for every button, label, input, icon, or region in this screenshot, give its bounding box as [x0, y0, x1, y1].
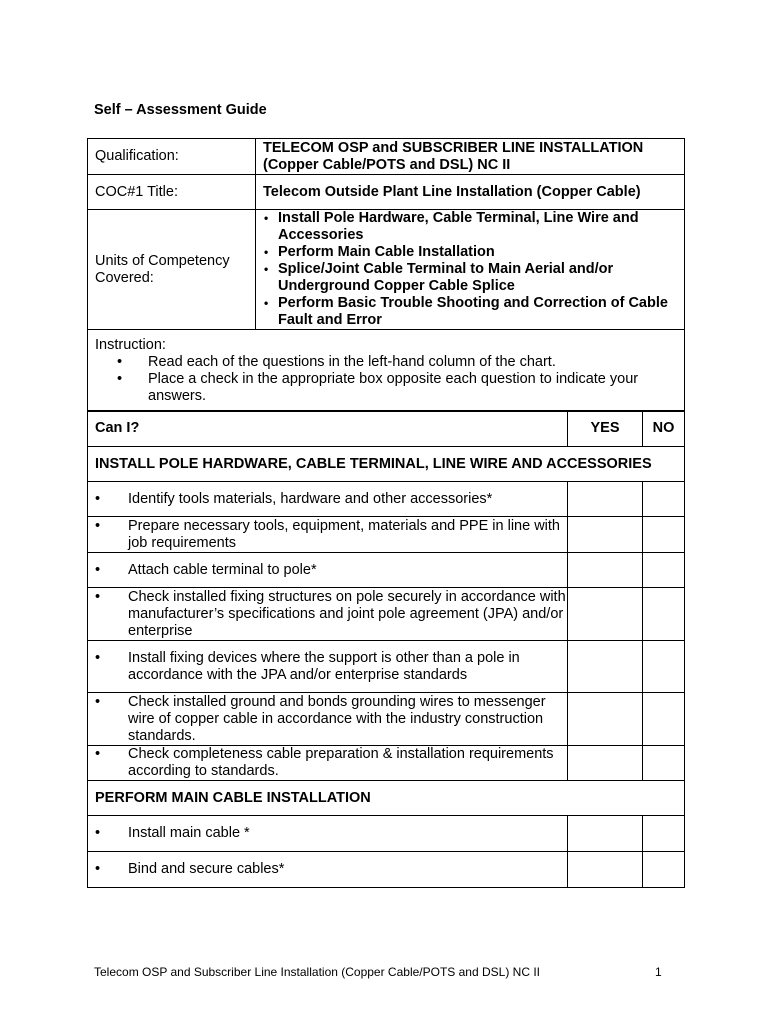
- question-cell: [88, 517, 568, 553]
- yes-checkbox-cell[interactable]: [568, 482, 643, 517]
- units-value: [256, 210, 685, 330]
- coc-title-value: Telecom Outside Plant Line Installation (Copper Cable): [256, 175, 685, 210]
- no-checkbox-cell[interactable]: [643, 553, 685, 588]
- bullet: •: [95, 861, 101, 877]
- yes-checkbox-cell[interactable]: [568, 746, 643, 781]
- unit-item: • Perform Basic Trouble Shooting and Correction of Cable Fault and Error: [261, 295, 684, 329]
- units-label: [88, 210, 256, 330]
- instruction-item: • Place a check in the appropriate box opposite each question to indicate your answers.: [95, 371, 678, 405]
- yes-checkbox-cell[interactable]: [568, 852, 643, 888]
- bullet: •: [95, 693, 101, 710]
- table-row: [88, 553, 685, 588]
- no-checkbox-cell[interactable]: [643, 482, 685, 517]
- units-label-line1: Units of Competency: [95, 252, 230, 269]
- page-title: Self – Assessment Guide: [94, 102, 267, 118]
- page-number: 1: [655, 965, 662, 979]
- units-row: [88, 210, 685, 330]
- qualification-value: [256, 139, 685, 175]
- question-cell: [88, 746, 568, 781]
- question-text: Check installed ground and bonds grounding wires to messenger wire of copper cable in accordance with the industry construction standards.: [128, 693, 546, 744]
- bullet: •: [95, 746, 101, 762]
- instruction-item: • Read each of the questions in the left-hand column of the chart.: [95, 354, 678, 371]
- question-cell: [88, 641, 568, 693]
- question-text: Install main cable *: [128, 825, 250, 841]
- can-i-header: Can I?: [88, 411, 568, 447]
- unit-item: • Perform Main Cable Installation: [261, 244, 684, 261]
- bullet: •: [95, 561, 101, 578]
- coc-label: COC#1 Title:: [88, 175, 256, 210]
- question-text: Check completeness cable preparation & installation requirements according to standards.: [128, 746, 554, 779]
- no-checkbox-cell[interactable]: [643, 517, 685, 553]
- table-row: [88, 588, 685, 641]
- no-checkbox-cell[interactable]: [643, 588, 685, 641]
- question-cell: [88, 553, 568, 588]
- table-row: [88, 641, 685, 693]
- yes-checkbox-cell[interactable]: [568, 588, 643, 641]
- question-cell: [88, 816, 568, 852]
- instruction-row: [88, 330, 685, 412]
- yes-checkbox-cell[interactable]: [568, 693, 643, 746]
- table-row: [88, 852, 685, 888]
- unit-item: • Splice/Joint Cable Terminal to Main Aerial and/or Underground Copper Cable Splice: [261, 261, 684, 295]
- no-checkbox-cell[interactable]: [643, 746, 685, 781]
- instruction-cell: [88, 330, 685, 412]
- yes-checkbox-cell[interactable]: [568, 816, 643, 852]
- no-header: NO: [643, 411, 685, 447]
- bullet: •: [95, 825, 101, 841]
- question-text: Check installed fixing structures on pole securely in accordance with manufacturer’s specifications and joint pole agreement (JPA) and/or enterprise: [128, 588, 566, 639]
- page-footer: Telecom OSP and Subscriber Line Installation (Copper Cable/POTS and DSL) NC II: [94, 965, 540, 979]
- no-checkbox-cell[interactable]: [643, 641, 685, 693]
- question-cell: [88, 852, 568, 888]
- units-list: [261, 210, 684, 329]
- bullet: •: [95, 588, 101, 605]
- question-cell: [88, 693, 568, 746]
- bullet: •: [95, 490, 101, 507]
- table-row: [88, 517, 685, 553]
- section-heading-row: [88, 447, 685, 482]
- table-row: [88, 693, 685, 746]
- section-heading-row: [88, 781, 685, 816]
- section-title: PERFORM MAIN CABLE INSTALLATION: [88, 781, 685, 816]
- coc-row: [88, 175, 685, 210]
- yes-checkbox-cell[interactable]: [568, 517, 643, 553]
- question-text: Attach cable terminal to pole*: [128, 561, 317, 578]
- bullet: •: [95, 517, 101, 534]
- yes-header: YES: [568, 411, 643, 447]
- bullet: •: [95, 649, 101, 666]
- yes-checkbox-cell[interactable]: [568, 553, 643, 588]
- unit-item: • Install Pole Hardware, Cable Terminal, Line Wire and Accessories: [261, 210, 684, 244]
- qualification-value-line1: TELECOM OSP and SUBSCRIBER LINE INSTALLATION: [263, 139, 644, 156]
- table-row: [88, 482, 685, 517]
- instruction-label: Instruction:: [95, 336, 166, 353]
- section-title: INSTALL POLE HARDWARE, CABLE TERMINAL, LINE WIRE AND ACCESSORIES: [88, 447, 685, 482]
- question-cell: [88, 588, 568, 641]
- yes-checkbox-cell[interactable]: [568, 641, 643, 693]
- qualification-value-line2: (Copper Cable/POTS and DSL) NC II: [263, 156, 511, 173]
- qualification-row: [88, 139, 685, 175]
- no-checkbox-cell[interactable]: [643, 852, 685, 888]
- checklist-header-row: [88, 411, 685, 447]
- question-text: Identify tools materials, hardware and other accessories*: [128, 490, 493, 507]
- question-cell: [88, 482, 568, 517]
- self-assessment-checklist: [87, 410, 685, 888]
- competency-info-table: [87, 138, 685, 412]
- qualification-label: Qualification:: [88, 139, 256, 175]
- question-text: Install fixing devices where the support is other than a pole in accordance with the JPA and/or enterprise standards: [128, 649, 520, 683]
- instruction-list: [95, 354, 678, 405]
- question-text: Bind and secure cables*: [128, 861, 285, 877]
- no-checkbox-cell[interactable]: [643, 693, 685, 746]
- no-checkbox-cell[interactable]: [643, 816, 685, 852]
- units-label-line2: Covered:: [95, 269, 154, 286]
- table-row: [88, 816, 685, 852]
- table-row: [88, 746, 685, 781]
- question-text: Prepare necessary tools, equipment, materials and PPE in line with job requirements: [128, 517, 560, 551]
